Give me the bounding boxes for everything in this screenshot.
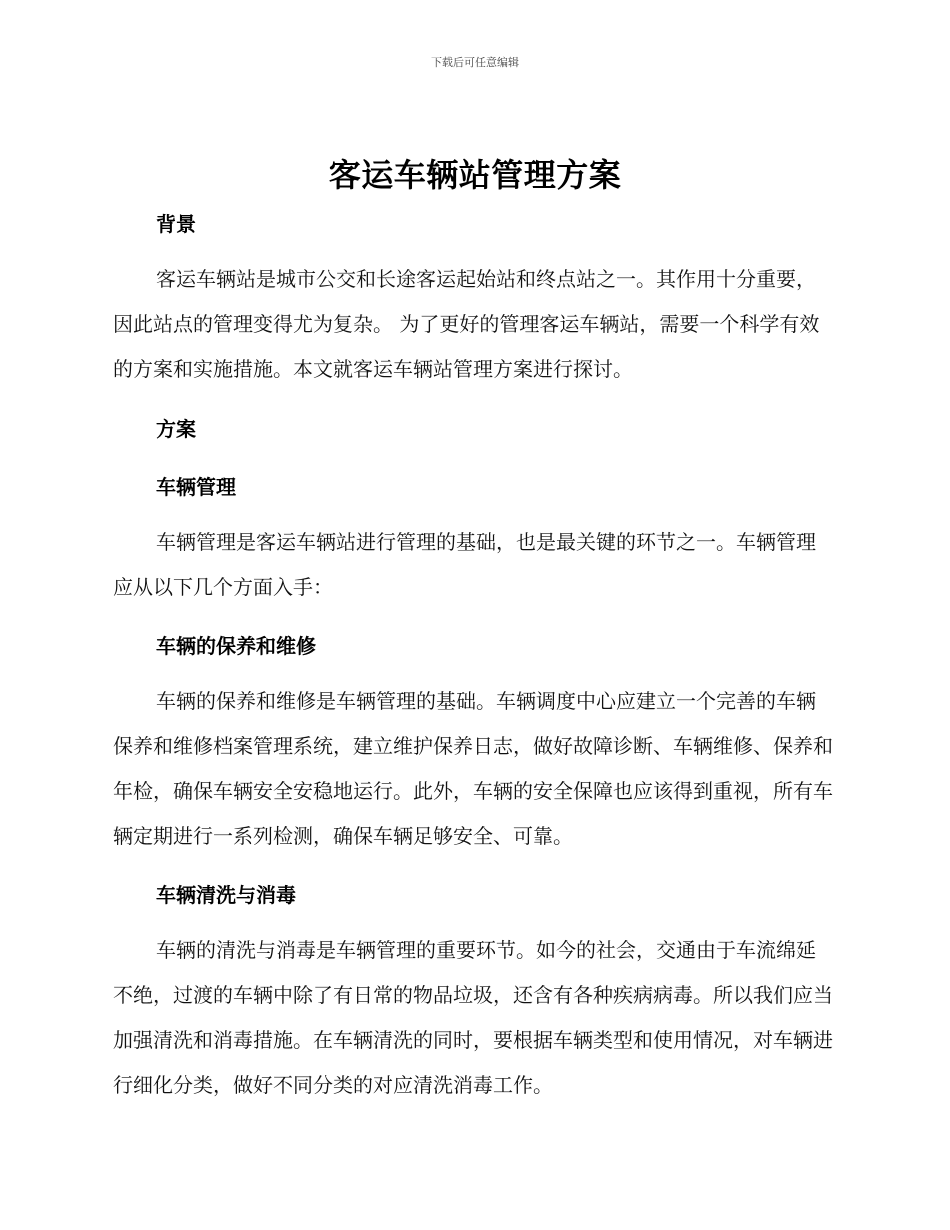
heading-vehicle-management: 车辆管理 bbox=[156, 475, 236, 499]
paragraph-background: 客运车辆站是城市公交和长途客运起始站和终点站之一。其作用十分重要，因此站点的管理变得尤为复杂。 为了更好的管理客运车辆站，需要一个科学有效的方案和实施措施。本文就客运车辆站管理方案进行探讨。 bbox=[113, 267, 820, 381]
document-title: 客运车辆站管理方案 bbox=[328, 156, 622, 194]
heading-background: 背景 bbox=[156, 212, 196, 236]
paragraph-cleaning: 车辆的清洗与消毒是车辆管理的重要环节。如今的社会，交通由于车流绵延不绝，过渡的车辆中除了有日常的物品垃圾，还含有各种疾病病毒。所以我们应当加强清洗和消毒措施。在车辆清洗的同时，要根据车辆类型和使用情况，对车辆进行细化分类，做好不同分类的对应清洗消毒工作。 bbox=[113, 938, 833, 1097]
paragraph-vehicle-management: 车辆管理是客运车辆站进行管理的基础，也是最关键的环节之一。车辆管理应从以下几个方面入手： bbox=[113, 530, 816, 599]
paragraph-maintenance: 车辆的保养和维修是车辆管理的基础。车辆调度中心应建立一个完善的车辆保养和维修档案管理系统，建立维护保养日志，做好故障诊断、车辆维修、保养和年检，确保车辆安全安稳地运行。此外，车辆的安全保障也应该得到重视，所有车辆定期进行一系列检测，确保车辆足够安全、可靠。 bbox=[113, 689, 833, 848]
heading-maintenance: 车辆的保养和维修 bbox=[156, 634, 316, 658]
heading-plan: 方案 bbox=[156, 417, 196, 441]
heading-cleaning: 车辆清洗与消毒 bbox=[156, 883, 296, 907]
header-note: 下载后可任意编辑 bbox=[431, 56, 519, 69]
